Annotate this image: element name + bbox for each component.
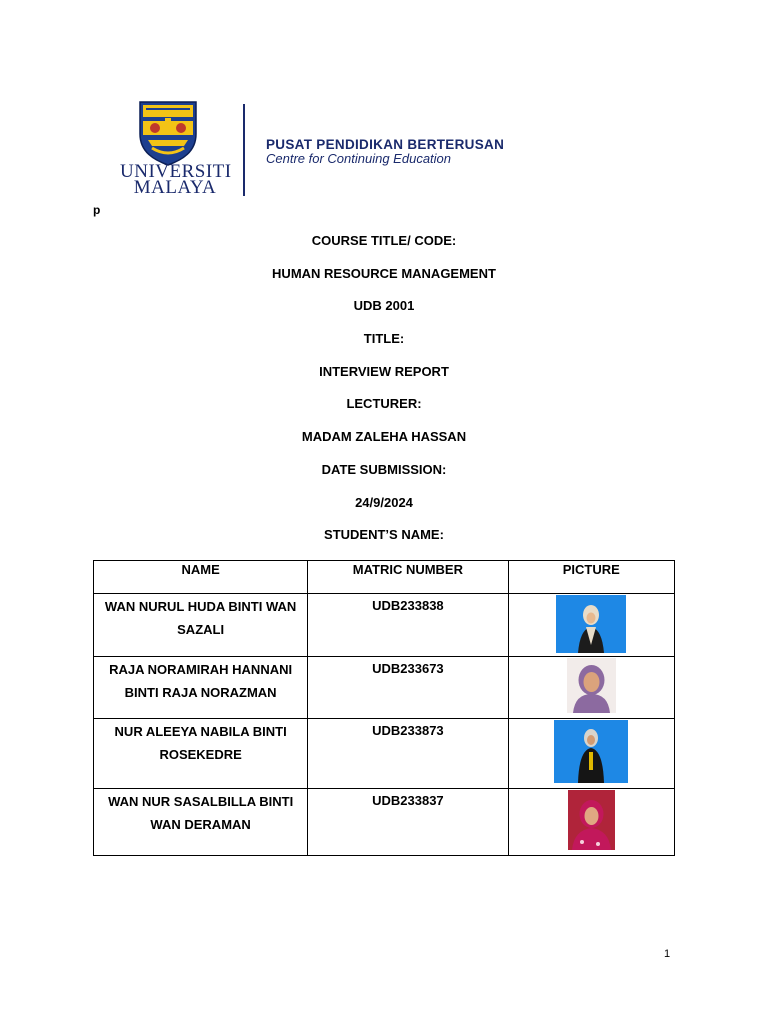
student-picture-cell xyxy=(508,594,674,657)
course-code-value: UDB 2001 xyxy=(353,298,415,314)
table-row xyxy=(94,789,675,856)
student-picture-cell xyxy=(508,789,674,856)
table-row xyxy=(94,719,675,789)
crest-icon xyxy=(138,100,198,166)
student-name: WAN NURUL HUDA BINTI WAN SAZALI xyxy=(94,594,308,657)
student-matric: UDB233873 xyxy=(308,719,508,789)
student-matric: UDB233838 xyxy=(308,594,508,657)
stray-character: p xyxy=(93,203,101,217)
cover-details xyxy=(0,228,768,555)
student-picture-cell xyxy=(508,719,674,789)
title-label: TITLE: xyxy=(363,331,405,347)
university-name xyxy=(120,161,232,198)
header-name: NAME xyxy=(94,561,308,594)
lecturer-value: MADAM ZALEHA HASSAN xyxy=(301,429,467,445)
course-title-label: COURSE TITLE/ CODE: xyxy=(311,233,457,248)
student-name: NUR ALEEYA NABILA BINTI ROSEKEDRE xyxy=(94,719,308,789)
university-logo-header xyxy=(120,100,550,200)
table-row xyxy=(94,594,675,657)
student-photo-image xyxy=(554,720,628,783)
student-picture-cell xyxy=(508,657,674,719)
logo-divider xyxy=(243,104,245,196)
center-name-english: Centre for Continuing Education xyxy=(266,151,452,166)
student-photo-image xyxy=(556,595,626,653)
student-photo-image xyxy=(567,658,616,713)
page-number: 1 xyxy=(664,948,671,960)
student-name: WAN NUR SASALBILLA BINTI WAN DERAMAN xyxy=(94,789,308,856)
students-table xyxy=(93,560,675,856)
header-matric-number: MATRIC NUMBER xyxy=(308,561,508,594)
course-title-value: HUMAN RESOURCE MANAGEMENT xyxy=(272,265,496,281)
student-name: RAJA NORAMIRAH HANNANI BINTI RAJA NORAZMAN xyxy=(94,657,308,719)
table-header-row xyxy=(94,561,675,594)
title-value: INTERVIEW REPORT xyxy=(319,363,449,379)
student-photo-image xyxy=(568,790,615,850)
student-matric: UDB233673 xyxy=(308,657,508,719)
date-submission-label: DATE SUBMISSION: xyxy=(321,461,447,477)
students-name-label: STUDENT’S NAME: xyxy=(324,527,444,543)
center-name: PUSAT PENDIDIKAN BERTERUSAN xyxy=(266,137,505,152)
date-submission-value: 24/9/2024 xyxy=(355,494,413,510)
university-name-line2: MALAYA xyxy=(133,177,217,198)
table-row xyxy=(94,657,675,719)
university-name-line1: UNIVERSITI xyxy=(120,161,232,182)
student-matric: UDB233837 xyxy=(308,789,508,856)
header-picture: PICTURE xyxy=(508,561,674,594)
lecturer-label: LECTURER: xyxy=(346,396,422,412)
